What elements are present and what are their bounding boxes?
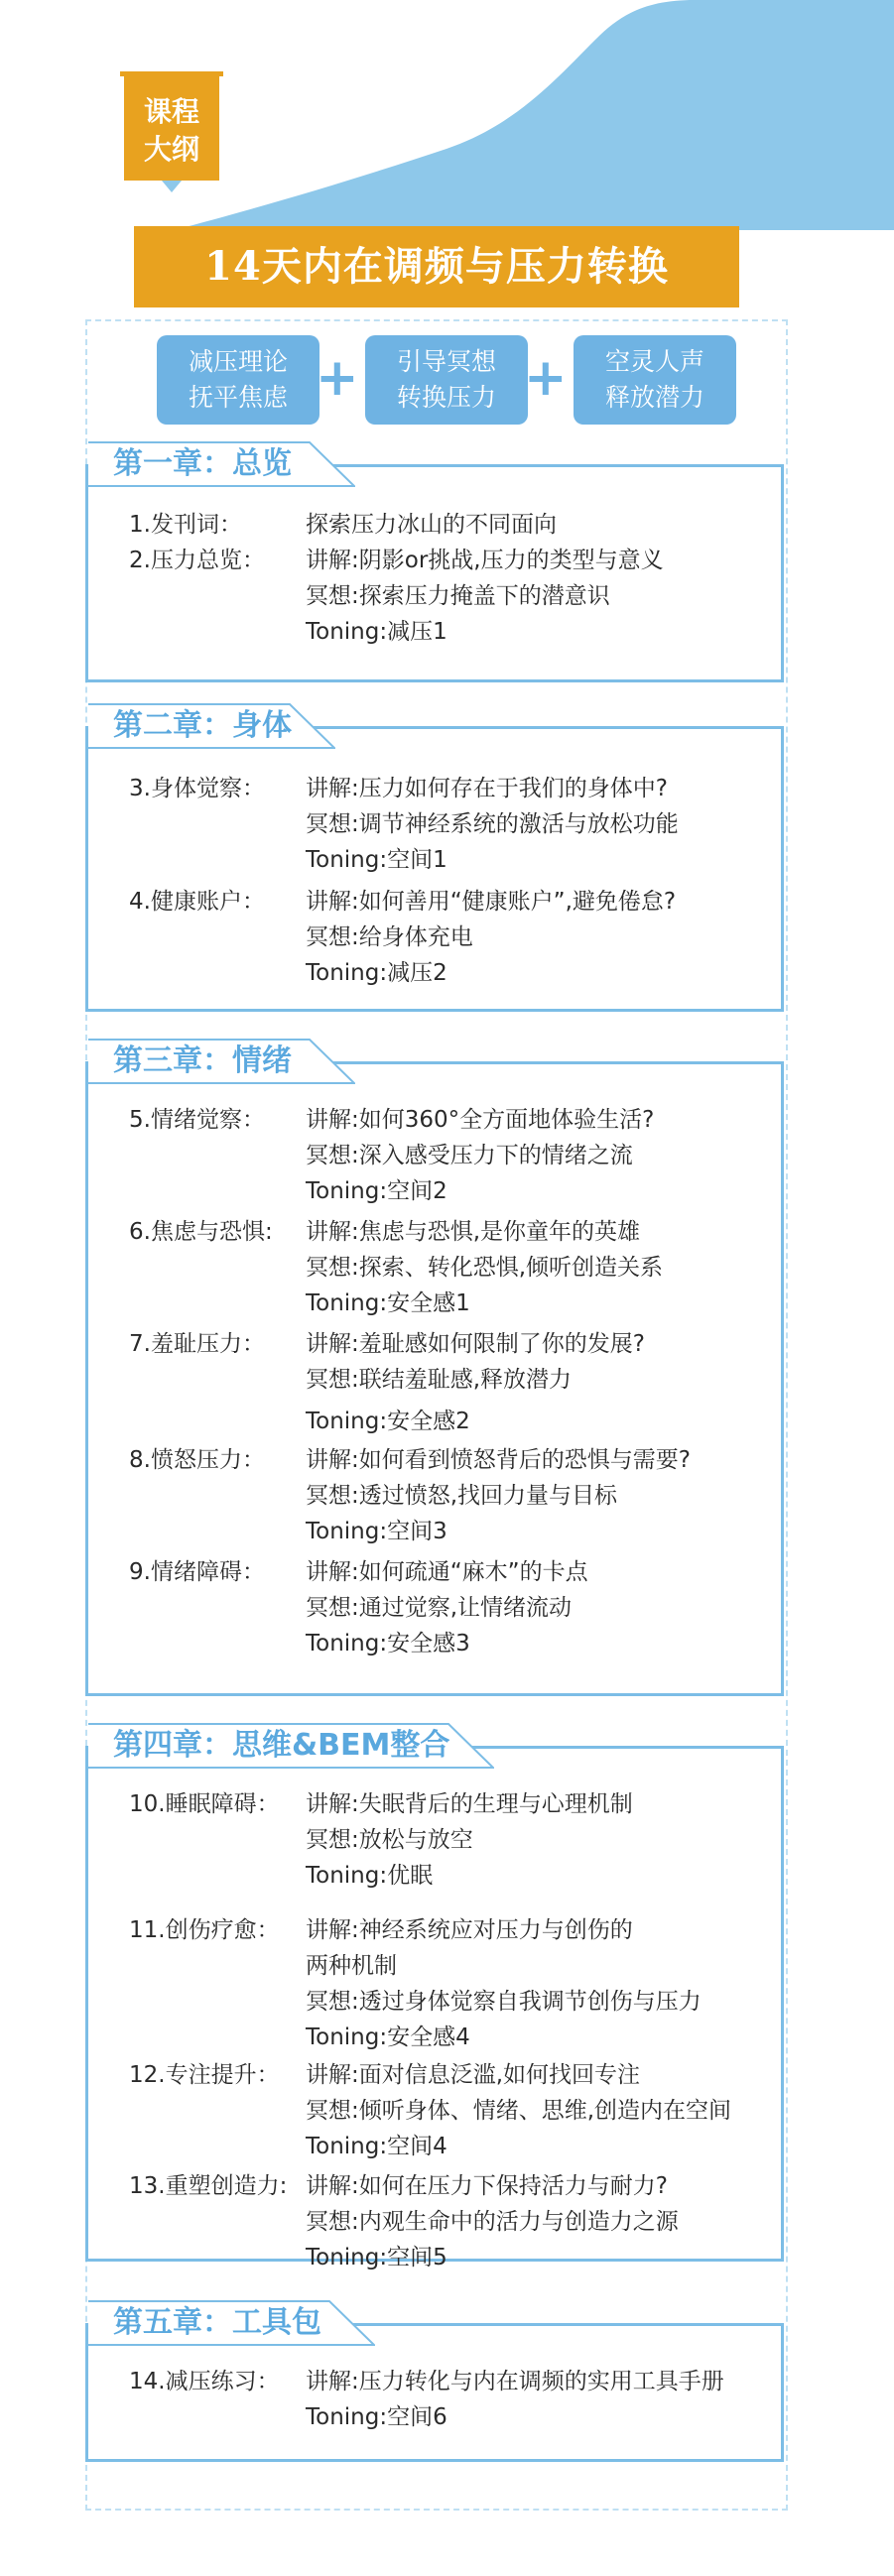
lesson-detail: 冥想:给身体充电 xyxy=(306,924,473,950)
lesson-detail: Toning:安全感4 xyxy=(306,2024,470,2050)
lesson-detail: 冥想:倾听身体、情绪、思维,创造内在空间 xyxy=(306,2098,732,2124)
lesson-label: 8.愤怒压力： xyxy=(129,1447,265,1473)
lesson-detail: 冥想:透过身体觉察自我调节创伤与压力 xyxy=(306,1989,702,2015)
lesson-detail: 冥想:透过愤怒,找回力量与目标 xyxy=(306,1483,618,1509)
lesson-label: 13.重塑创造力: xyxy=(129,2173,288,2199)
lesson-detail: 冥想:探索压力掩盖下的潜意识 xyxy=(306,583,610,609)
badge-line2: 大纲 xyxy=(143,133,199,166)
lesson-detail: 两种机制 xyxy=(306,1953,397,1979)
lesson-detail: 讲解:如何疏通“麻木”的卡点 xyxy=(306,1559,588,1585)
chapter-title: 第二章：身体 xyxy=(113,708,292,743)
lesson-detail: Toning:安全感1 xyxy=(306,1290,470,1316)
lesson-detail: 冥想:联结羞耻感,释放潜力 xyxy=(306,1367,573,1393)
chapter-title-tab xyxy=(87,1723,494,1769)
feature-pill-meditation xyxy=(365,335,528,425)
lesson-detail: 冥想:内观生命中的活力与创造力之源 xyxy=(306,2209,679,2235)
lesson-detail: 讲解:压力转化与内在调频的实用工具手册 xyxy=(306,2369,724,2394)
lesson-detail: 讲解:如何360°全方面地体验生活? xyxy=(306,1107,655,1133)
lesson-label: 14.减压练习： xyxy=(129,2369,280,2394)
chapter-title-tab xyxy=(87,441,355,487)
chapter-title: 第四章：思维&BEM整合 xyxy=(113,1728,450,1763)
lesson-detail: Toning:空间1 xyxy=(306,847,447,873)
lesson-detail: Toning:安全感3 xyxy=(306,1631,470,1656)
lesson-label: 1.发刊词： xyxy=(129,512,242,538)
lesson-label: 5.情绪觉察： xyxy=(129,1107,265,1133)
lesson-detail: Toning:空间3 xyxy=(306,1519,447,1544)
chapter-title-tab xyxy=(87,1039,355,1084)
chapter-title-tab xyxy=(87,703,335,749)
lesson-detail: 冥想:探索、转化恐惧,倾听创造关系 xyxy=(306,1255,664,1281)
lesson-detail: 讲解:面对信息泛滥,如何找回专注 xyxy=(306,2062,641,2088)
pill-line2: 抚平焦虑 xyxy=(188,383,288,412)
lesson-detail: 讲解:失眠背后的生理与心理机制 xyxy=(306,1791,633,1817)
pill-line2: 转换压力 xyxy=(396,383,496,412)
lesson-label: 4.健康账户： xyxy=(129,889,265,915)
lesson-detail: Toning:空间6 xyxy=(306,2404,447,2430)
lesson-detail: Toning:减压1 xyxy=(306,619,447,645)
chapter-title: 第五章：工具包 xyxy=(113,2305,321,2340)
lesson-detail: 讲解:如何在压力下保持活力与耐力? xyxy=(306,2173,668,2199)
lesson-detail: 讲解:羞耻感如何限制了你的发展? xyxy=(306,1331,645,1357)
lesson-detail: 讲解:如何看到愤怒背后的恐惧与需要? xyxy=(306,1447,691,1473)
feature-pill-voice xyxy=(574,335,736,425)
pill-line1: 空灵人声 xyxy=(604,347,704,376)
lesson-label: 6.焦虑与恐惧: xyxy=(129,1219,273,1245)
lesson-label: 3.身体觉察： xyxy=(129,776,265,801)
lesson-detail: 冥想:通过觉察,让情绪流动 xyxy=(306,1595,573,1621)
lesson-detail: 探索压力冰山的不同面向 xyxy=(306,512,557,538)
lesson-detail: 讲解:焦虑与恐惧,是你童年的英雄 xyxy=(306,1219,641,1245)
pill-line2: 释放潜力 xyxy=(604,383,704,412)
chapter-title: 第三章：情绪 xyxy=(113,1043,292,1078)
lesson-detail: 冥想:放松与放空 xyxy=(306,1827,473,1853)
lesson-detail: Toning:空间2 xyxy=(306,1178,447,1204)
plus-icon: + xyxy=(316,348,359,408)
lesson-detail: 讲解:神经系统应对压力与创伤的 xyxy=(306,1917,633,1943)
lesson-detail: 冥想:深入感受压力下的情绪之流 xyxy=(306,1143,633,1168)
lesson-label: 7.羞耻压力： xyxy=(129,1331,265,1357)
pill-line1: 减压理论 xyxy=(188,347,288,376)
lesson-label: 10.睡眠障碍： xyxy=(129,1791,280,1817)
feature-pill-theory xyxy=(157,335,319,425)
chapter-title-tab xyxy=(87,2300,375,2346)
lesson-detail: 讲解:压力如何存在于我们的身体中? xyxy=(306,776,668,801)
lesson-detail: Toning:减压2 xyxy=(306,960,447,986)
badge-line1: 课程 xyxy=(143,95,199,128)
chapter-title: 第一章：总览 xyxy=(113,446,292,481)
pill-line1: 引导冥想 xyxy=(396,347,496,376)
lesson-detail: 冥想:调节神经系统的激活与放松功能 xyxy=(306,811,679,837)
course-title-banner: 14天内在调频与压力转换 xyxy=(134,226,739,307)
lesson-detail: Toning:优眠 xyxy=(306,1863,434,1889)
lesson-label: 9.情绪障碍： xyxy=(129,1559,265,1585)
plus-icon: + xyxy=(524,348,568,408)
lesson-detail: Toning:空间5 xyxy=(306,2245,447,2270)
lesson-label: 11.创伤疗愈： xyxy=(129,1917,280,1943)
lesson-detail: Toning:空间4 xyxy=(306,2134,447,2159)
lesson-label: 12.专注提升： xyxy=(129,2062,280,2088)
course-outline-badge xyxy=(124,71,219,181)
lesson-detail: 讲解:如何善用“健康账户”,避免倦怠? xyxy=(306,889,677,915)
lesson-detail: 讲解:阴影or挑战,压力的类型与意义 xyxy=(306,548,664,573)
lesson-detail: Toning:安全感2 xyxy=(306,1409,470,1434)
lesson-label: 2.压力总览： xyxy=(129,548,265,573)
